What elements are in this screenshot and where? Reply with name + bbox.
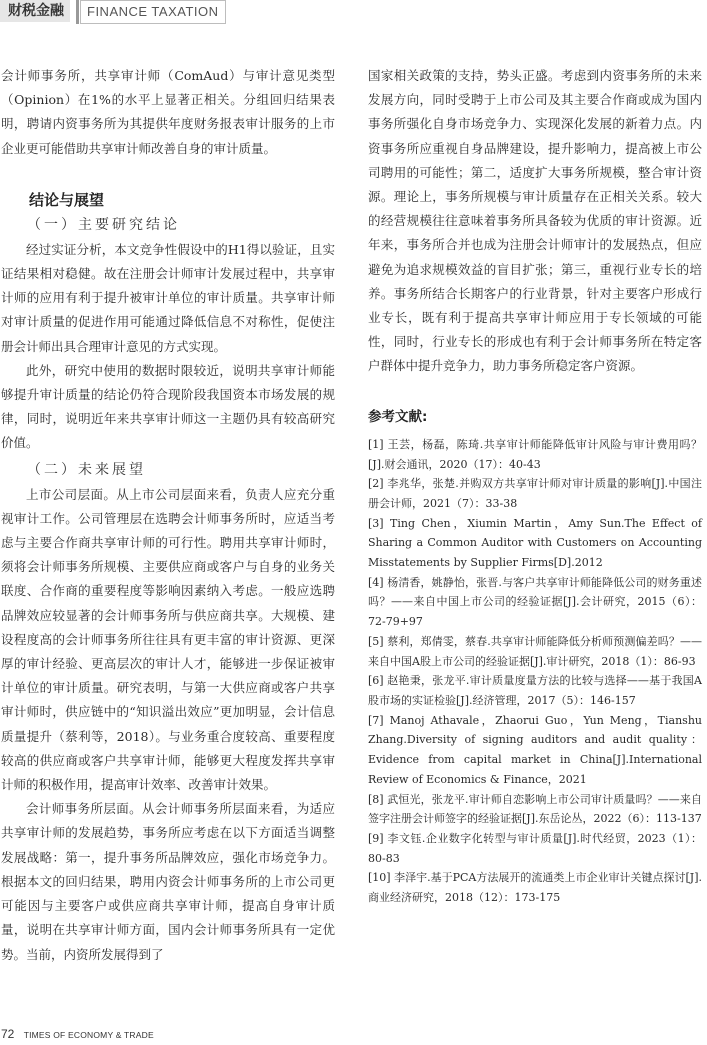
conclusion-paragraph-2: 此外，研究中使用的数据时限较近，说明共享审计师能够提升审计质量的结论仍符合现阶段我国资本市场发展的规律，同时，说明近年来共享审计师这一主题仍具有较高研究价值。: [1, 362, 335, 451]
outlook-paragraph-2: 会计师事务所层面。从会计师事务所层面来看，为适应共享审计师的发展趋势，事务所应考虑在以下方面适当调整发展战略：第一，提升事务所品牌效应，强化市场竞争力。根据本文的回归结果，聘用内资会计师事务所的上市公司更可能因与主要客户或供应商共享审计师，提高自身审计质量，说明在共享审计师方面，国内会计师事务所具有一定优势。当前，内资所发展得到了: [1, 801, 335, 962]
reference-item: [5] 蔡利，郑倩雯，蔡春.共享审计师能降低分析师预测偏差吗？——来自中国A股上市公司的经验证据[J].审计研究，2018（1）：86-93: [368, 634, 702, 668]
conclusion-paragraph-1: 经过实证分析，本文竞争性假设中的H1得以验证，且实证结果相对稳健。故在注册会计师审计发展过程中，共享审计师的应用有利于提升被审计单位的审计质量。共享审计师对审计质量的促进作用可能通过降低信息不对称性，促使注册会计师出具合理审计意见的方式实现。: [1, 241, 335, 354]
reference-item: [3] Ting Chen，Xiumin Martin，Amy Sun.The Effect of Sharing a Common Auditor with Customers on Accounting Misstatements by Supplier Firms[D].2012: [368, 516, 702, 570]
right-column: [368, 64, 702, 908]
reference-item: [8] 武恒光，张龙平.审计师自恋影响上市公司审计质量吗？——来自签字注册会计师签字的经验证据[J].东岳论丛，2022（6）：113-137: [368, 792, 702, 826]
reference-item: [2] 李兆华，张楚.并购双方共享审计师对审计质量的影响[J].中国注册会计师，2021（7）：33-38: [368, 477, 702, 510]
subsection-title-2: （二）未来展望: [27, 461, 146, 478]
reference-item: [9] 李文钰.企业数字化转型与审计质量[J].时代经贸，2023（1）：80-83: [368, 831, 702, 865]
outlook-paragraph-1: 上市公司层面。从上市公司层面来看，负责人应充分重视审计工作。公司管理层在选聘会计师事务所时，应适当考虑与主要合作商共享审计师的可行性。聘用共享审计师时，须将会计师事务所规模、主要供应商或客户与自身的业务关联度、合作商的重要程度等影响因素纳入考虑。一般应选聘品牌效应较显著的会计师事务所与供应商共享。大规模、建设程度高的会计师事务所往往具有更丰富的审计资源、更深厚的审计经验、更高层次的审计人才，能够进一步保证被审计单位的审计质量。研究表明，与第一大供应商或客户共享审计师时，供应链中的“知识溢出效应”更加明显，会计信息质量提升（蔡利等，2018）。与业务重合度较高、重要程度较高的供应商或客户共享审计师，能够更大程度发挥共享审计师的积极作用，提高审计效率、改善审计效果。: [1, 486, 335, 793]
header-divider: [76, 0, 79, 24]
continued-paragraph: 国家相关政策的支持，势头正盛。考虑到内资事务所的未来发展方向，同时受聘于上市公司及其主要合作商或成为国内事务所强化自身市场竞争力、实现深化发展的新着力点。内资事务所应重视自身品牌建设，提升影响力，提高被上市公司聘用的可能性；第二，适度扩大事务所规模，整合审计资源。理论上，事务所规模与审计质量存在正相关关系。较大的经营规模往往意味着事务所具备较为优质的审计资源。近年来，事务所合并也成为注册会计师审计的发展热点，但应避免为追求规模效益的盲目扩张；第三，重视行业专长的培养。事务所结合长期客户的行业背景，针对主要客户形成行业专长，既有利于提高共享审计师应用于专长领域的可能性，同时，行业专长的形成也有利于会计师事务所在特定客户群体中提升竞争力，助力事务所稳定客户资源。: [368, 68, 702, 374]
section-label-english: FINANCE TAXATION: [80, 0, 226, 24]
section-title: 结论与展望: [29, 190, 105, 209]
reference-item: [7] Manoj Athavale，Zhaorui Guo，Yun Meng，Tianshu Zhang.Diversity of signing auditors and audit quality： Evidence from capital market in China[J].International Review of Economics & Finance，2021: [368, 713, 702, 786]
left-column: [1, 64, 335, 967]
page-number: 72: [1, 1027, 15, 1041]
page-footer: [1, 1027, 154, 1041]
section-label: 财税金融: [0, 0, 70, 22]
reference-item: [4] 杨清香，姚静怡，张晋.与客户共享审计师能降低公司的财务重述吗？——来自中国上市公司的经验证据[J].会计研究，2015（6）：72-79+97: [368, 575, 702, 629]
subsection-title-1: （一）主要研究结论: [27, 216, 180, 233]
reference-item: [1] 王芸，杨磊，陈琦.共享审计师能降低审计风险与审计费用吗？[J].财会通讯，2020（17）：40-43: [368, 437, 702, 471]
references-title: 参考文献:: [368, 408, 428, 425]
reference-item: [6] 赵艳秉，张龙平.审计质量度量方法的比较与选择——基于我国A股市场的实证检验[J].经济管理，2017（5）：146-157: [368, 674, 702, 707]
reference-item: [10] 李泽宇.基于PCA方法展开的流通类上市企业审计关键点探讨[J].商业经济研究，2018（12）：173-175: [368, 871, 702, 905]
magazine-name: TIMES OF ECONOMY & TRADE: [23, 1030, 154, 1040]
intro-paragraph: 会计师事务所，共享审计师（ComAud）与审计意见类型（Opinion）在1%的水平上显著正相关。分组回归结果表明，聘请内资事务所为其提供年度财务报表审计服务的上市企业更可能借助共享审计师改善自身的审计质量。: [1, 68, 335, 156]
references-list: [368, 435, 702, 908]
page-header: [0, 0, 707, 24]
